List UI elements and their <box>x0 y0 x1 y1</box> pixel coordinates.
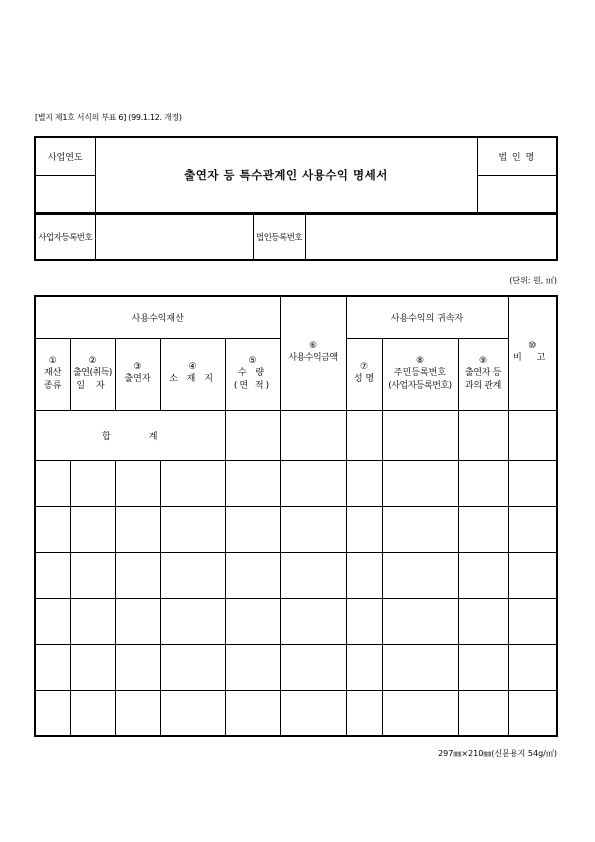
col2-header: ② 출연(취득) 일 자 <box>70 338 115 410</box>
table-cell[interactable] <box>458 506 508 552</box>
table-cell[interactable] <box>346 690 382 736</box>
table-cell[interactable] <box>115 506 160 552</box>
table-cell[interactable] <box>508 460 557 506</box>
table-cell[interactable] <box>346 644 382 690</box>
business-reg-label: 사업자등록번호 <box>35 214 95 260</box>
table-row <box>35 552 557 598</box>
sum-quantity-cell[interactable] <box>225 410 280 460</box>
table-row <box>35 506 557 552</box>
table-cell[interactable] <box>508 598 557 644</box>
table-cell[interactable] <box>70 644 115 690</box>
sum-relation-cell[interactable] <box>458 410 508 460</box>
table-cell[interactable] <box>508 552 557 598</box>
table-cell[interactable] <box>458 460 508 506</box>
group-property-header: 사용수익재산 <box>35 296 280 338</box>
table-cell[interactable] <box>35 506 70 552</box>
corp-name-label: 법 인 명 <box>477 137 557 175</box>
corp-name-field[interactable] <box>477 175 557 213</box>
table-row <box>35 690 557 736</box>
table-cell[interactable] <box>280 506 346 552</box>
table-row <box>35 598 557 644</box>
table-cell[interactable] <box>382 506 458 552</box>
table-cell[interactable] <box>160 460 225 506</box>
table-cell[interactable] <box>35 644 70 690</box>
table-cell[interactable] <box>382 644 458 690</box>
table-cell[interactable] <box>280 690 346 736</box>
table-cell[interactable] <box>346 506 382 552</box>
table-cell[interactable] <box>115 460 160 506</box>
table-cell[interactable] <box>508 644 557 690</box>
table-cell[interactable] <box>458 690 508 736</box>
table-cell[interactable] <box>382 690 458 736</box>
table-cell[interactable] <box>280 598 346 644</box>
business-year-label: 사업연도 <box>35 137 95 175</box>
table-cell[interactable] <box>458 552 508 598</box>
sum-id-cell[interactable] <box>382 410 458 460</box>
usage-income-table <box>34 295 558 737</box>
table-cell[interactable] <box>225 506 280 552</box>
col9-header: ⑨ 출연자 등 과의 관계 <box>458 338 508 410</box>
col8-header: ⑧ 주민등록번호 (사업자등록번호) <box>382 338 458 410</box>
business-year-field[interactable] <box>35 175 95 213</box>
table-cell[interactable] <box>346 460 382 506</box>
table-cell[interactable] <box>70 552 115 598</box>
business-reg-field[interactable] <box>95 214 253 260</box>
sum-name-cell[interactable] <box>346 410 382 460</box>
group-user-header: 사용수익의 귀속자 <box>346 296 508 338</box>
table-cell[interactable] <box>115 598 160 644</box>
table-cell[interactable] <box>225 644 280 690</box>
form-reference: [별지 제1호 서식의 부표 6] (99.1.12. 개정) <box>35 113 182 122</box>
table-cell[interactable] <box>160 598 225 644</box>
table-cell[interactable] <box>225 460 280 506</box>
table-cell[interactable] <box>382 460 458 506</box>
sum-remark-cell[interactable] <box>508 410 557 460</box>
table-cell[interactable] <box>35 598 70 644</box>
corp-reg-label: 법인등록번호 <box>253 214 305 260</box>
table-cell[interactable] <box>70 598 115 644</box>
col5-header: ⑤ 수 량 (면 적) <box>225 338 280 410</box>
table-row <box>35 644 557 690</box>
unit-note: (단위: 원, ㎡) <box>509 276 557 285</box>
col3-header: ③ 출연자 <box>115 338 160 410</box>
table-cell[interactable] <box>115 552 160 598</box>
table-cell[interactable] <box>35 690 70 736</box>
table-cell[interactable] <box>508 506 557 552</box>
table-cell[interactable] <box>160 644 225 690</box>
corp-reg-field[interactable] <box>305 214 557 260</box>
col4-header: ④ 소 재 지 <box>160 338 225 410</box>
table-cell[interactable] <box>346 598 382 644</box>
col1-header: ① 재산 종류 <box>35 338 70 410</box>
table-cell[interactable] <box>160 690 225 736</box>
table-cell[interactable] <box>225 598 280 644</box>
table-cell[interactable] <box>508 690 557 736</box>
header-table <box>34 136 558 214</box>
paper-spec-note: 297㎜×210㎜(신문용지 54g/㎡) <box>438 749 557 758</box>
table-cell[interactable] <box>70 506 115 552</box>
table-cell[interactable] <box>35 552 70 598</box>
registration-table <box>34 213 558 261</box>
table-row <box>35 460 557 506</box>
form-title: 출연자 등 특수관계인 사용수익 명세서 <box>95 137 477 213</box>
table-cell[interactable] <box>115 690 160 736</box>
table-cell[interactable] <box>70 460 115 506</box>
table-cell[interactable] <box>280 552 346 598</box>
table-cell[interactable] <box>115 644 160 690</box>
table-cell[interactable] <box>458 598 508 644</box>
table-cell[interactable] <box>280 644 346 690</box>
table-cell[interactable] <box>280 460 346 506</box>
table-cell[interactable] <box>160 506 225 552</box>
sum-label: 합 계 <box>35 410 225 460</box>
sum-amount-cell[interactable] <box>280 410 346 460</box>
col7-header: ⑦ 성 명 <box>346 338 382 410</box>
col10-header: ⑩ 비 고 <box>508 296 557 410</box>
table-cell[interactable] <box>225 690 280 736</box>
table-cell[interactable] <box>160 552 225 598</box>
table-cell[interactable] <box>382 598 458 644</box>
table-cell[interactable] <box>35 460 70 506</box>
sum-row <box>35 410 557 460</box>
table-cell[interactable] <box>70 690 115 736</box>
table-cell[interactable] <box>346 552 382 598</box>
table-cell[interactable] <box>225 552 280 598</box>
col6-header: ⑥ 사용수익금액 <box>280 296 346 410</box>
table-cell[interactable] <box>458 644 508 690</box>
table-cell[interactable] <box>382 552 458 598</box>
